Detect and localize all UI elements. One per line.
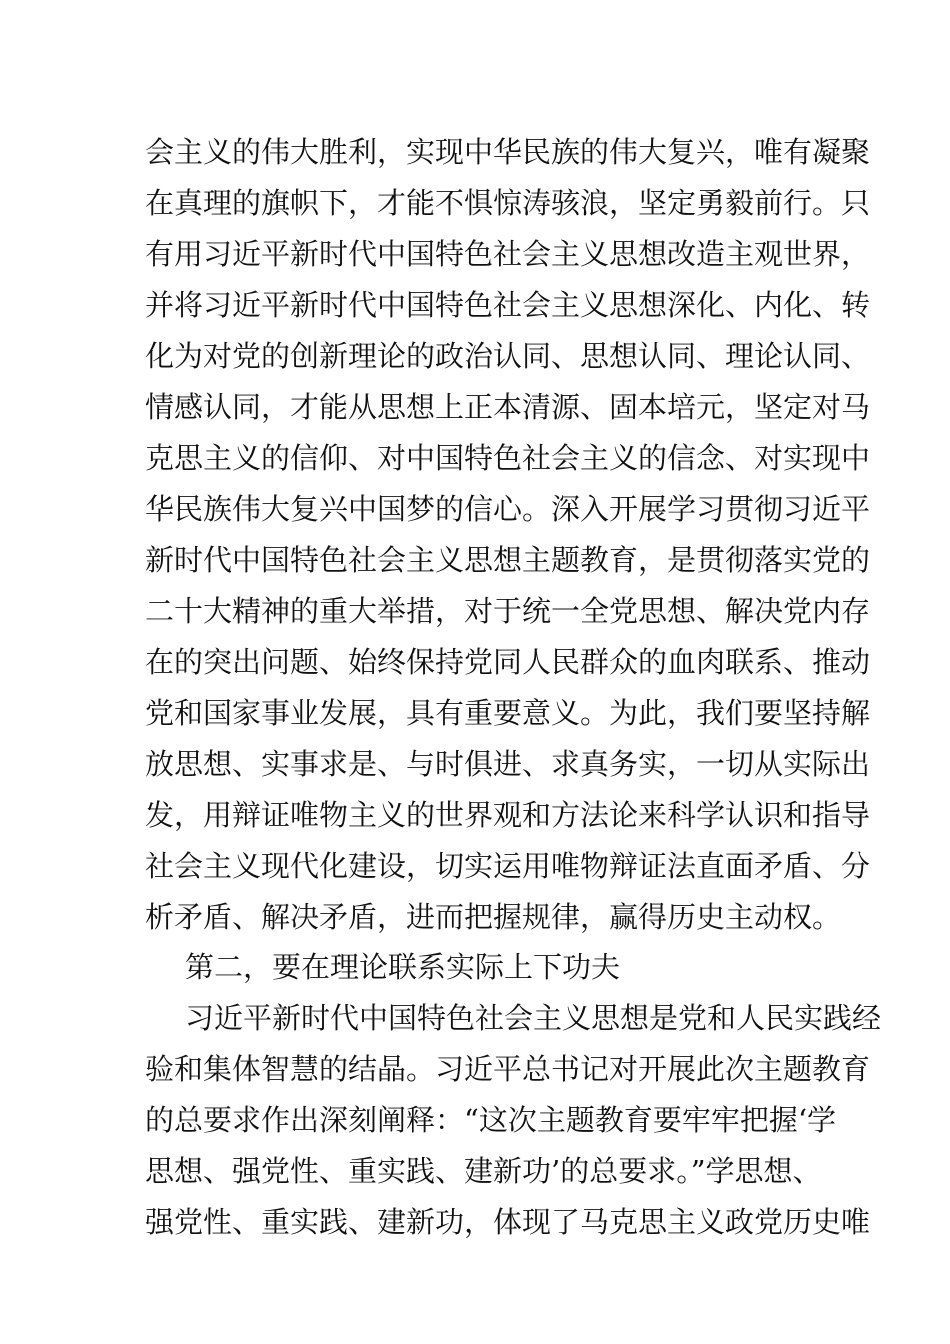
paragraph-line: 析矛盾、解决矛盾，进而把握规律，赢得历史主动权。 xyxy=(145,900,842,934)
paragraph-line: 强党性、重实践、建新功，体现了马克思主义政党历史唯 xyxy=(145,1205,871,1239)
paragraph-line: 二十大精神的重大举措，对于统一全党思想、解决党内存 xyxy=(145,594,871,628)
paragraph-line: 放思想、实事求是、与时俱进、求真务实，一切从实际出 xyxy=(145,747,871,781)
paragraph-line: 在的突出问题、始终保持党同人民群众的血肉联系、推动 xyxy=(145,645,871,679)
paragraph-line: 发，用辩证唯物主义的世界观和方法论来科学认识和指导 xyxy=(145,798,871,832)
paragraph-line: 并将习近平新时代中国特色社会主义思想深化、内化、转 xyxy=(145,288,871,322)
paragraph-line: 习近平新时代中国特色社会主义思想是党和人民实践经 xyxy=(185,1001,882,1035)
paragraph-line: 党和国家事业发展，具有重要意义。为此，我们要坚持解 xyxy=(145,696,871,730)
paragraph-line: 会主义的伟大胜利，实现中华民族的伟大复兴，唯有凝聚 xyxy=(145,135,871,169)
paragraph-line: 情感认同，才能从思想上正本清源、固本培元，坚定对马 xyxy=(145,390,871,424)
paragraph-line: 新时代中国特色社会主义思想主题教育，是贯彻落实党的 xyxy=(145,543,871,577)
paragraph-line: 验和集体智慧的结晶。习近平总书记对开展此次主题教育 xyxy=(145,1052,871,1086)
paragraph-line: 社会主义现代化建设，切实运用唯物辩证法直面矛盾、分 xyxy=(145,849,871,883)
paragraph-line: 的总要求作出深刻阐释：“这次主题教育要牢牢把握‘学 xyxy=(145,1103,837,1137)
paragraph-line: 思想、强党性、重实践、建新功’的总要求。”学思想、 xyxy=(145,1154,822,1188)
section-heading: 第二，要在理论联系实际上下功夫 xyxy=(185,950,621,984)
paragraph-line: 化为对党的创新理论的政治认同、思想认同、理论认同、 xyxy=(145,339,871,373)
paragraph-line: 在真理的旗帜下，才能不惧惊涛骇浪，坚定勇毅前行。只 xyxy=(145,186,871,220)
paragraph-line: 有用习近平新时代中国特色社会主义思想改造主观世界， xyxy=(145,237,871,271)
paragraph-line: 华民族伟大复兴中国梦的信心。深入开展学习贯彻习近平 xyxy=(145,492,871,526)
paragraph-line: 克思主义的信仰、对中国特色社会主义的信念、对实现中 xyxy=(145,441,871,475)
